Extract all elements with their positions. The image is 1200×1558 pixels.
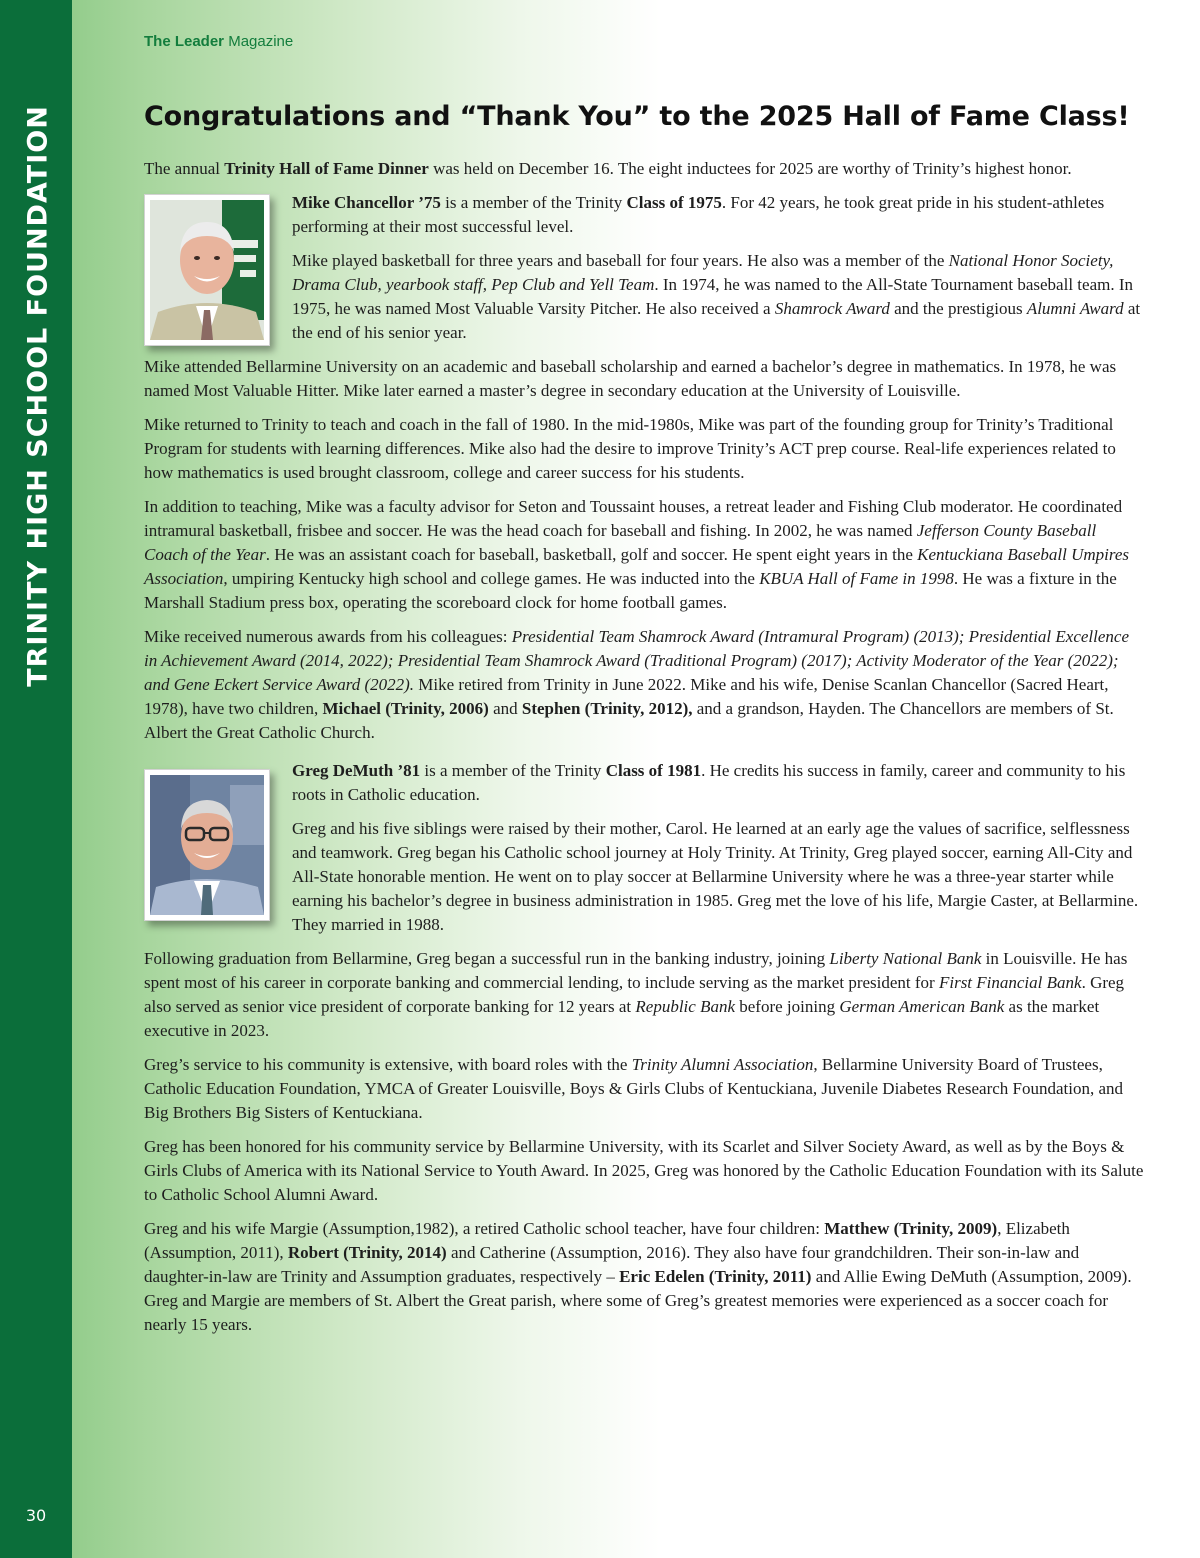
bold-text: Stephen (Trinity, 2012), <box>521 699 693 718</box>
text: was held on December 16. The eight inductees for 2025 are worthy of Trinity’s highest honor. <box>428 159 1072 178</box>
greg-paragraph-1 <box>144 759 1144 807</box>
mike-paragraph-4: Mike returned to Trinity to teach and coach in the fall of 1980. In the mid-1980s, Mike was part of the founding group for Trinity’s Traditional Program for students with learning differences. Mike also had the desire to improve Trinity’s ACT prep course. Real-life experiences related to how mathematics is used brought classroom, college and career success for his students. <box>144 415 1116 482</box>
greg-paragraph-3 <box>144 947 1144 1043</box>
text: , Elizabeth (Assumption, 2011), <box>144 1219 1070 1262</box>
text: and the prestigious <box>889 299 1027 318</box>
bold-text: Michael (Trinity, 2006) <box>322 699 489 718</box>
text: , Bellarmine University Board of Trustees, Catholic Education Foundation, YMCA of Greater Louisville, Boys & Girls Clubs of Kentuckiana, Juvenile Diabetes Research Foundation, and Big Brothers Big Sisters of Kentuckiana. <box>144 1055 1124 1122</box>
text: , umpiring Kentucky high school and college games. He was inducted into the <box>223 569 760 588</box>
italic-text: German American Bank <box>839 997 1005 1016</box>
text: is a member of the Trinity <box>420 761 606 780</box>
greg-paragraph-4 <box>144 1053 1144 1125</box>
text: . Greg also served as senior vice president of corporate banking for 12 years at <box>144 973 1125 1016</box>
mike-paragraph-3: Mike attended Bellarmine University on an academic and baseball scholarship and earned a bachelor’s degree in mathematics. In 1978, he was named Most Valuable Hitter. Mike later earned a master’s degree in secondary education at the University of Louisville. <box>144 357 1117 400</box>
text: and <box>488 699 522 718</box>
page-title: Congratulations and “Thank You” to the 2025 Hall of Fame Class! <box>144 101 1130 132</box>
italic-text: Alumni Award <box>1026 299 1124 318</box>
text: and Allie Ewing DeMuth (Assumption, 2009). Greg and Margie are members of St. Albert the Great parish, where some of Greg’s greatest memories were experienced as a soccer coach for nearly 15 years. <box>144 1267 1132 1334</box>
text: Mike retired from Trinity in June 2022. Mike and his wife, Denise Scanlan Chancellor (Sacred Heart, 1978), have two children, <box>144 675 1109 718</box>
text: Mike received numerous awards from his colleagues: <box>144 627 512 646</box>
sidebar-title: TRINITY HIGH SCHOOL FOUNDATION <box>22 105 54 687</box>
class-year: Class of 1981 <box>605 761 702 780</box>
greg-paragraph-2: Greg and his five siblings were raised by their mother, Carol. He learned at an early age the values of sacrifice, selflessness and teamwork. Greg began his Catholic school journey at Holy Trinity. At Trinity, Greg played soccer, earning All-City and All-State honorable mention. He went on to play soccer at Bellarmine University where he was a three-year starter while earning his bachelor’s degree in business administration in 1985. Greg met the love of his life, Margie Caster, at Bellarmine. They married in 1988. <box>292 819 1139 934</box>
mike-paragraph-1 <box>144 191 1144 239</box>
italic-text: Shamrock Award <box>774 299 890 318</box>
article-body <box>144 157 1144 1347</box>
portrait-image <box>150 200 264 340</box>
greg-demuth-photo <box>144 769 270 921</box>
italic-text: Jefferson County Baseball Coach of the Year <box>144 521 1097 564</box>
event-name: Trinity Hall of Fame Dinner <box>224 159 429 178</box>
mike-paragraph-6 <box>144 625 1144 745</box>
text: and Catherine (Assumption, 2016). They also have four grandchildren. Their son-in-law and daughter-in-law are Trinity and Assumption graduates, respectively – <box>144 1243 1080 1286</box>
bold-text: Matthew (Trinity, 2009) <box>824 1219 998 1238</box>
text: . He was an assistant coach for baseball, basketball, golf and soccer. He spent eight years in the <box>265 545 918 564</box>
italic-text: Kentuckiana Baseball Umpires Association <box>144 545 1129 588</box>
sidebar-band <box>0 0 72 1558</box>
text: as the market executive in 2023. <box>144 997 1100 1040</box>
italic-text: Trinity Alumni Association <box>631 1055 814 1074</box>
page-number: 30 <box>25 1506 47 1525</box>
text: is a member of the Trinity <box>440 193 627 212</box>
mike-paragraph-2 <box>144 249 1144 345</box>
italic-text: National Honor Society, Drama Club, yearbook staff, Pep Club and Yell Team <box>292 251 1114 294</box>
greg-paragraph-6 <box>144 1217 1144 1337</box>
greg-paragraph-5: Greg has been honored for his community service by Bellarmine University, with its Scarlet and Silver Society Award, as well as by the Boys & Girls Clubs of America with its National Service to Youth Award. In 2025, Greg was honored by the Catholic Education Foundation with its Salute to Catholic School Alumni Award. <box>144 1137 1144 1204</box>
text: Greg and his wife Margie (Assumption,1982), a retired Catholic school teacher, have four children: <box>144 1219 825 1238</box>
text: The annual <box>144 159 225 178</box>
italic-text: Presidential Team Shamrock Award (Intramural Program) (2013); Presidential Excellence in Achievement Award (2014, 2022); Presidential Team Shamrock Award (Traditional Program) (2017); Activity Moderator of the Year (2022); and Gene Eckert Service Award (2022). <box>144 627 1130 694</box>
text: and a grandson, Hayden. The Chancellors are members of St. Albert the Great Catholic Church. <box>144 699 1114 742</box>
inductee-name: Mike Chancellor ’75 <box>292 193 441 212</box>
inductee-name: Greg DeMuth ’81 <box>292 761 421 780</box>
class-year: Class of 1975 <box>626 193 722 212</box>
masthead <box>144 33 293 50</box>
text: In addition to teaching, Mike was a faculty advisor for Seton and Toussaint houses, a retreat leader and Fishing Club moderator. He coordinated intramural basketball, frisbee and soccer. He was the head coach for baseball and fishing. In 2002, he was named <box>144 497 1123 540</box>
text: Mike played basketball for three years and baseball for four years. He also was a member of the <box>292 251 949 270</box>
italic-text: Liberty National Bank <box>829 949 982 968</box>
text: Following graduation from Bellarmine, Greg began a successful run in the banking industry, joining <box>144 949 830 968</box>
text: at the end of his senior year. <box>292 299 1141 342</box>
masthead-suffix: Magazine <box>224 33 294 50</box>
text: before joining <box>735 997 840 1016</box>
text: in Louisville. He has spent most of his career in corporate banking and commercial lending, to include serving as the market president for <box>144 949 1128 992</box>
bold-text: Eric Edelen (Trinity, 2011) <box>619 1267 812 1286</box>
text: . He credits his success in family, career and community to his roots in Catholic education. <box>292 761 1126 804</box>
text: . In 1974, he was named to the All-State Tournament baseball team. In 1975, he was named Most Valuable Varsity Pitcher. He also received a <box>292 275 1133 318</box>
text: . For 42 years, he took great pride in his student-athletes performing at their most successful level. <box>292 193 1105 236</box>
intro-paragraph <box>144 157 1144 181</box>
text: Greg’s service to his community is extensive, with board roles with the <box>144 1055 632 1074</box>
mike-paragraph-5 <box>144 495 1144 615</box>
text: . He was a fixture in the Marshall Stadium press box, operating the scoreboard clock for home football games. <box>144 569 1117 612</box>
italic-text: KBUA Hall of Fame in 1998 <box>759 569 954 588</box>
portrait-image <box>150 775 264 915</box>
masthead-brand: The Leader <box>144 33 225 50</box>
italic-text: First Financial Bank <box>938 973 1082 992</box>
bold-text: Robert (Trinity, 2014) <box>287 1243 447 1262</box>
mike-chancellor-photo <box>144 194 270 346</box>
italic-text: Republic Bank <box>635 997 736 1016</box>
